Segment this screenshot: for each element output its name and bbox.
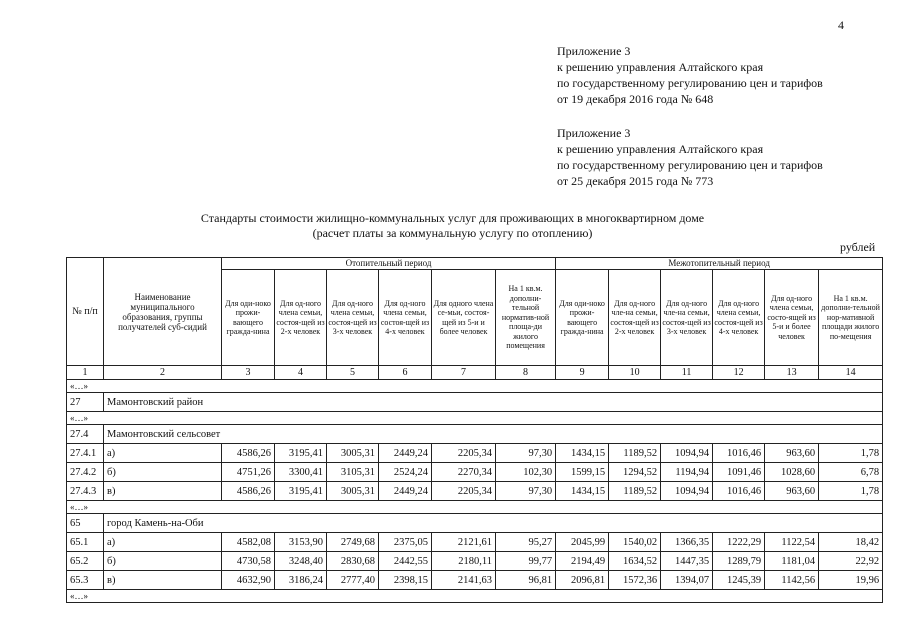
value-cell: 1194,94 xyxy=(661,463,713,482)
value-cell: 96,81 xyxy=(496,571,556,590)
row-code: 27 xyxy=(67,393,104,412)
document-title xyxy=(0,211,905,241)
value-cell: 4730,58 xyxy=(222,552,275,571)
value-cell: 1094,94 xyxy=(661,482,713,501)
value-cell: 22,92 xyxy=(819,552,883,571)
value-cell: 1434,15 xyxy=(556,444,609,463)
value-cell: 2205,34 xyxy=(432,482,496,501)
value-cell: 2045,99 xyxy=(556,533,609,552)
table-row xyxy=(67,552,883,571)
value-cell: 4582,08 xyxy=(222,533,275,552)
value-cell: 3105,31 xyxy=(327,463,379,482)
header-col: Для од-ного члена семьи, состоя-щей из 3-х человек xyxy=(327,270,379,366)
section-name: Мамонтовский сельсовет xyxy=(104,425,883,444)
title-line-1: Стандарты стоимости жилищно-коммунальных услуг для проживающих в многоквартирном доме xyxy=(200,211,705,225)
value-cell: 6,78 xyxy=(819,463,883,482)
value-cell: 1189,52 xyxy=(609,444,661,463)
value-cell: 2096,81 xyxy=(556,571,609,590)
table-header xyxy=(67,258,883,380)
recipient-group: а) xyxy=(104,444,222,463)
header-col: На 1 кв.м. дополни-тельной норматив-ной площа-ди жилого помещения xyxy=(496,270,556,366)
value-cell: 1394,07 xyxy=(661,571,713,590)
title-line-2: (расчет платы за коммунальную услугу по отоплению) xyxy=(312,226,593,240)
table-body xyxy=(67,380,883,603)
header-col: Для од-ного чле-на семьи, состоя-щей из 2-х человек xyxy=(609,270,661,366)
recipient-group: б) xyxy=(104,463,222,482)
row-code: 65.3 xyxy=(67,571,104,590)
value-cell: 1189,52 xyxy=(609,482,661,501)
header-col: На 1 кв.м. дополни-тельной нор-мативной площади жилого по-мещения xyxy=(819,270,883,366)
value-cell: 1,78 xyxy=(819,444,883,463)
appendix-line: Приложение 3 xyxy=(557,126,631,140)
value-cell: 2777,40 xyxy=(327,571,379,590)
column-number: 12 xyxy=(713,366,765,380)
section-row xyxy=(67,393,883,412)
value-cell: 3195,41 xyxy=(275,482,327,501)
value-cell: 1222,29 xyxy=(713,533,765,552)
value-cell: 2121,61 xyxy=(432,533,496,552)
header-col: Для од-ного члена семьи, состо-ящей из 5-и и более человек xyxy=(765,270,819,366)
column-number-row xyxy=(67,366,883,380)
recipient-group: в) xyxy=(104,482,222,501)
section-name: город Камень-на-Оби xyxy=(104,514,883,533)
value-cell: 2398,15 xyxy=(379,571,432,590)
header-col: Для од-ного члена семьи, состоя-щей из 4-х человек xyxy=(713,270,765,366)
value-cell: 2194,49 xyxy=(556,552,609,571)
ellipsis-cell: «…» xyxy=(67,380,883,393)
tariff-table xyxy=(66,257,883,603)
appendix-block-2016 xyxy=(557,43,823,107)
value-cell: 1289,79 xyxy=(713,552,765,571)
row-code: 27.4 xyxy=(67,425,104,444)
ellipsis-cell: «…» xyxy=(67,501,883,514)
value-cell: 1434,15 xyxy=(556,482,609,501)
appendix-line: к решению управления Алтайского края xyxy=(557,60,764,74)
value-cell: 1294,52 xyxy=(609,463,661,482)
section-row xyxy=(67,425,883,444)
header-col: Для оди-ноко прожи-вающего гражда-нина xyxy=(222,270,275,366)
header-num: № п/п xyxy=(67,258,104,366)
header-col: Для од-ного чле-на семьи, состоя-щей из 3-х человек xyxy=(661,270,713,366)
unit-label: рублей xyxy=(840,240,876,254)
recipient-group: а) xyxy=(104,533,222,552)
value-cell: 1016,46 xyxy=(713,444,765,463)
value-cell: 3153,90 xyxy=(275,533,327,552)
column-number: 7 xyxy=(432,366,496,380)
column-number: 2 xyxy=(104,366,222,380)
table-row xyxy=(67,444,883,463)
value-cell: 3248,40 xyxy=(275,552,327,571)
page-number: 4 xyxy=(838,18,844,32)
column-number: 10 xyxy=(609,366,661,380)
column-number: 9 xyxy=(556,366,609,380)
ellipsis-cell: «…» xyxy=(67,590,883,603)
value-cell: 102,30 xyxy=(496,463,556,482)
value-cell: 3195,41 xyxy=(275,444,327,463)
value-cell: 2449,24 xyxy=(379,482,432,501)
ellipsis-cell: «…» xyxy=(67,412,883,425)
value-cell: 3005,31 xyxy=(327,444,379,463)
header-col: Для оди-ноко прожи-вающего гражда-нина xyxy=(556,270,609,366)
row-code: 65 xyxy=(67,514,104,533)
header-heating-period: Отопительный период xyxy=(222,258,556,270)
value-cell: 97,30 xyxy=(496,444,556,463)
value-cell: 2270,34 xyxy=(432,463,496,482)
value-cell: 1599,15 xyxy=(556,463,609,482)
value-cell: 1447,35 xyxy=(661,552,713,571)
value-cell: 2205,34 xyxy=(432,444,496,463)
row-code: 27.4.1 xyxy=(67,444,104,463)
value-cell: 1634,52 xyxy=(609,552,661,571)
appendix-block-2015 xyxy=(557,125,823,189)
value-cell: 2449,24 xyxy=(379,444,432,463)
column-number: 11 xyxy=(661,366,713,380)
value-cell: 18,42 xyxy=(819,533,883,552)
value-cell: 4586,26 xyxy=(222,482,275,501)
value-cell: 1572,36 xyxy=(609,571,661,590)
header-non-heating-period: Межотопительный период xyxy=(556,258,883,270)
header-col: Для од-ного члена семьи, состоя-щей из 4-х человек xyxy=(379,270,432,366)
value-cell: 95,27 xyxy=(496,533,556,552)
appendix-line: к решению управления Алтайского края xyxy=(557,142,764,156)
header-col: Для од-ного члена семьи, состоя-щей из 2-х человек xyxy=(275,270,327,366)
appendix-line: по государственному регулированию цен и тарифов xyxy=(557,158,823,172)
value-cell: 963,60 xyxy=(765,482,819,501)
section-name: Мамонтовский район xyxy=(104,393,883,412)
table-row xyxy=(67,463,883,482)
appendix-line: Приложение 3 xyxy=(557,44,631,58)
value-cell: 1094,94 xyxy=(661,444,713,463)
table-row xyxy=(67,533,883,552)
ellipsis-row xyxy=(67,501,883,514)
value-cell: 1091,46 xyxy=(713,463,765,482)
appendix-line: от 19 декабря 2016 года № 648 xyxy=(557,92,714,106)
value-cell: 99,77 xyxy=(496,552,556,571)
value-cell: 97,30 xyxy=(496,482,556,501)
recipient-group: в) xyxy=(104,571,222,590)
recipient-group: б) xyxy=(104,552,222,571)
value-cell: 4751,26 xyxy=(222,463,275,482)
table-row xyxy=(67,482,883,501)
value-cell: 963,60 xyxy=(765,444,819,463)
ellipsis-row xyxy=(67,380,883,393)
value-cell: 3300,41 xyxy=(275,463,327,482)
value-cell: 2830,68 xyxy=(327,552,379,571)
value-cell: 2524,24 xyxy=(379,463,432,482)
row-code: 27.4.2 xyxy=(67,463,104,482)
row-code: 65.2 xyxy=(67,552,104,571)
value-cell: 3005,31 xyxy=(327,482,379,501)
value-cell: 4632,90 xyxy=(222,571,275,590)
ellipsis-row xyxy=(67,590,883,603)
value-cell: 1245,39 xyxy=(713,571,765,590)
appendix-line: по государственному регулированию цен и тарифов xyxy=(557,76,823,90)
value-cell: 2442,55 xyxy=(379,552,432,571)
value-cell: 1366,35 xyxy=(661,533,713,552)
value-cell: 3186,24 xyxy=(275,571,327,590)
column-number: 13 xyxy=(765,366,819,380)
column-number: 1 xyxy=(67,366,104,380)
ellipsis-row xyxy=(67,412,883,425)
value-cell: 1540,02 xyxy=(609,533,661,552)
value-cell: 2141,63 xyxy=(432,571,496,590)
value-cell: 1028,60 xyxy=(765,463,819,482)
column-number: 6 xyxy=(379,366,432,380)
column-number: 14 xyxy=(819,366,883,380)
column-number: 3 xyxy=(222,366,275,380)
row-code: 65.1 xyxy=(67,533,104,552)
value-cell: 2180,11 xyxy=(432,552,496,571)
column-number: 8 xyxy=(496,366,556,380)
value-cell: 19,96 xyxy=(819,571,883,590)
header-name: Наименование муниципального образования, группы получателей суб-сидий xyxy=(104,258,222,366)
value-cell: 1,78 xyxy=(819,482,883,501)
value-cell: 1122,54 xyxy=(765,533,819,552)
value-cell: 1142,56 xyxy=(765,571,819,590)
table-row xyxy=(67,571,883,590)
appendix-line: от 25 декабря 2015 года № 773 xyxy=(557,174,714,188)
value-cell: 2749,68 xyxy=(327,533,379,552)
value-cell: 4586,26 xyxy=(222,444,275,463)
row-code: 27.4.3 xyxy=(67,482,104,501)
column-number: 4 xyxy=(275,366,327,380)
value-cell: 1181,04 xyxy=(765,552,819,571)
value-cell: 2375,05 xyxy=(379,533,432,552)
column-number: 5 xyxy=(327,366,379,380)
header-col: Для одного члена се-мьи, состоя-щей из 5-и и более человек xyxy=(432,270,496,366)
value-cell: 1016,46 xyxy=(713,482,765,501)
section-row xyxy=(67,514,883,533)
